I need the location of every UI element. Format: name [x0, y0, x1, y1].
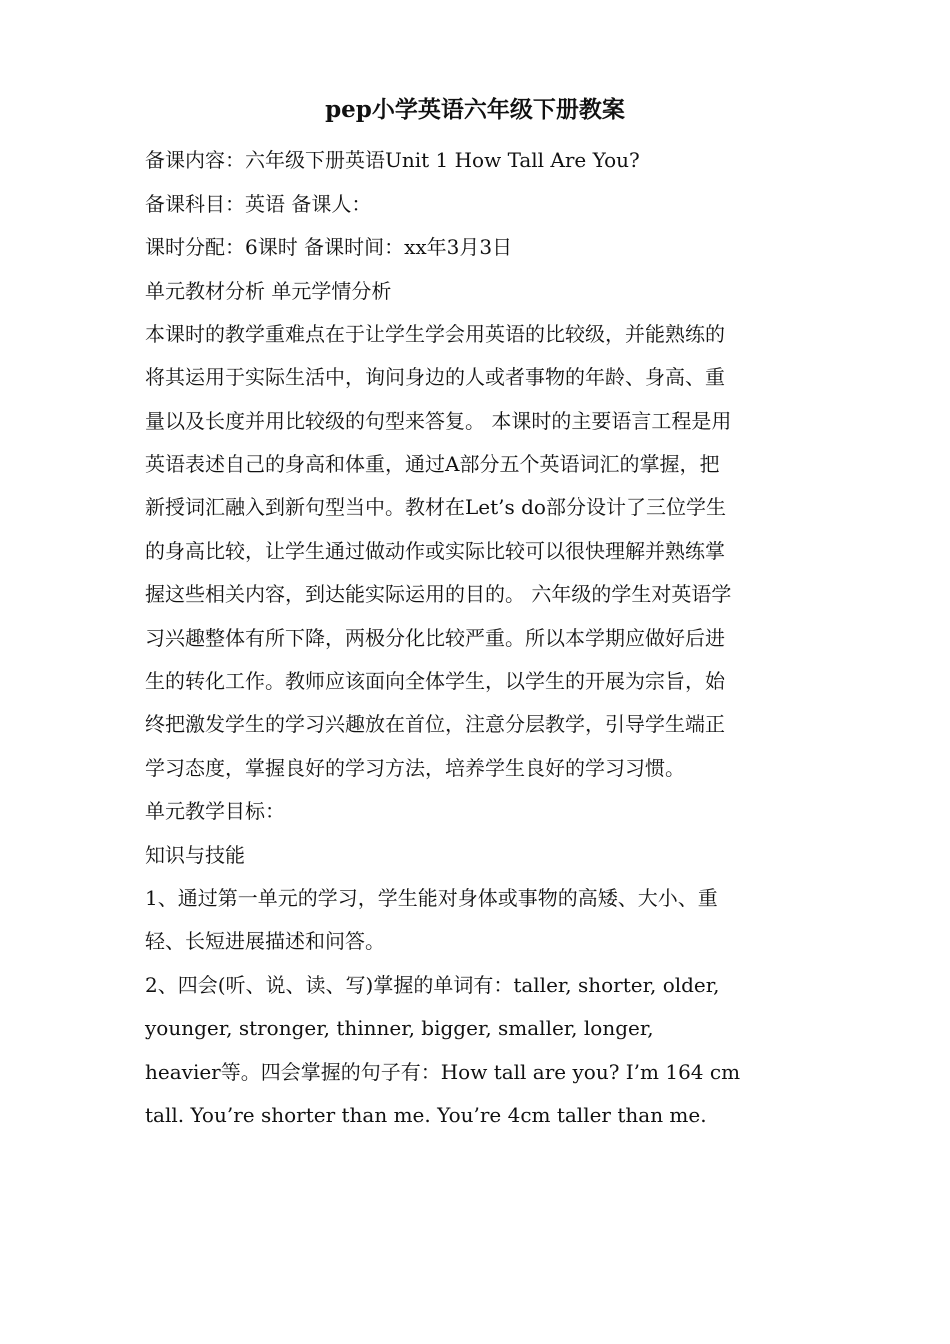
list-item-1-line: 1、通过第一单元的学习，学生能对身体或事物的高矮、大小、重 [145, 886, 718, 910]
list-item-2-line: heavier等。四会掌握的句子有：How tall are you? I’m 164 cm [145, 1060, 741, 1084]
paragraph-line: 生的转化工作。教师应该面向全体学生，以学生的开展为宗旨，始 [145, 669, 725, 693]
subheading-knowledge-skills: 知识与技能 [145, 843, 245, 867]
paragraph-line: 学习态度，掌握良好的学习方法，培养学生良好的学习习惯。 [145, 756, 685, 780]
list-item-1-line: 轻、长短进展描述和问答。 [145, 929, 385, 953]
subject-line: 备课科目：英语 备课人： [145, 192, 372, 216]
lesson-content-line: 备课内容：六年级下册英语Unit 1 How Tall Are You? [145, 148, 640, 172]
list-item-2-line: 2、四会(听、说、读、写)掌握的单词有：taller, shorter, older, [145, 973, 720, 997]
paragraph-line: 习兴趣整体有所下降，两极分化比较严重。所以本学期应做好后进 [145, 626, 725, 650]
section-heading-goals: 单元教学目标： [145, 799, 285, 823]
list-item-2-line: tall. You’re shorter than me. You’re 4cm taller than me. [145, 1103, 707, 1127]
paragraph-line: 将其运用于实际生活中，询问身边的人或者事物的年龄、身高、重 [145, 365, 725, 389]
schedule-line: 课时分配：6课时 备课时间：xx年3月3日 [145, 235, 513, 259]
document-title: pep小学英语六年级下册教案 [325, 96, 625, 123]
paragraph-line: 本课时的教学重难点在于让学生学会用英语的比较级，并能熟练的 [145, 322, 725, 346]
paragraph-line: 的身高比较，让学生通过做动作或实际比较可以很快理解并熟练掌 [145, 539, 725, 563]
section-heading-analysis: 单元教材分析 单元学情分析 [145, 279, 392, 303]
paragraph-line: 英语表述自己的身高和体重，通过A部分五个英语词汇的掌握，把 [145, 452, 720, 476]
paragraph-line: 新授词汇融入到新句型当中。教材在Let’s do部分设计了三位学生 [145, 495, 726, 519]
paragraph-line: 握这些相关内容，到达能实际运用的目的。 六年级的学生对英语学 [145, 582, 732, 606]
paragraph-line: 终把激发学生的学习兴趣放在首位，注意分层教学，引导学生端正 [145, 712, 725, 736]
paragraph-line: 量以及长度并用比较级的句型来答复。 本课时的主要语言工程是用 [145, 409, 732, 433]
list-item-2-line: younger, stronger, thinner, bigger, smaller, longer, [145, 1016, 654, 1040]
